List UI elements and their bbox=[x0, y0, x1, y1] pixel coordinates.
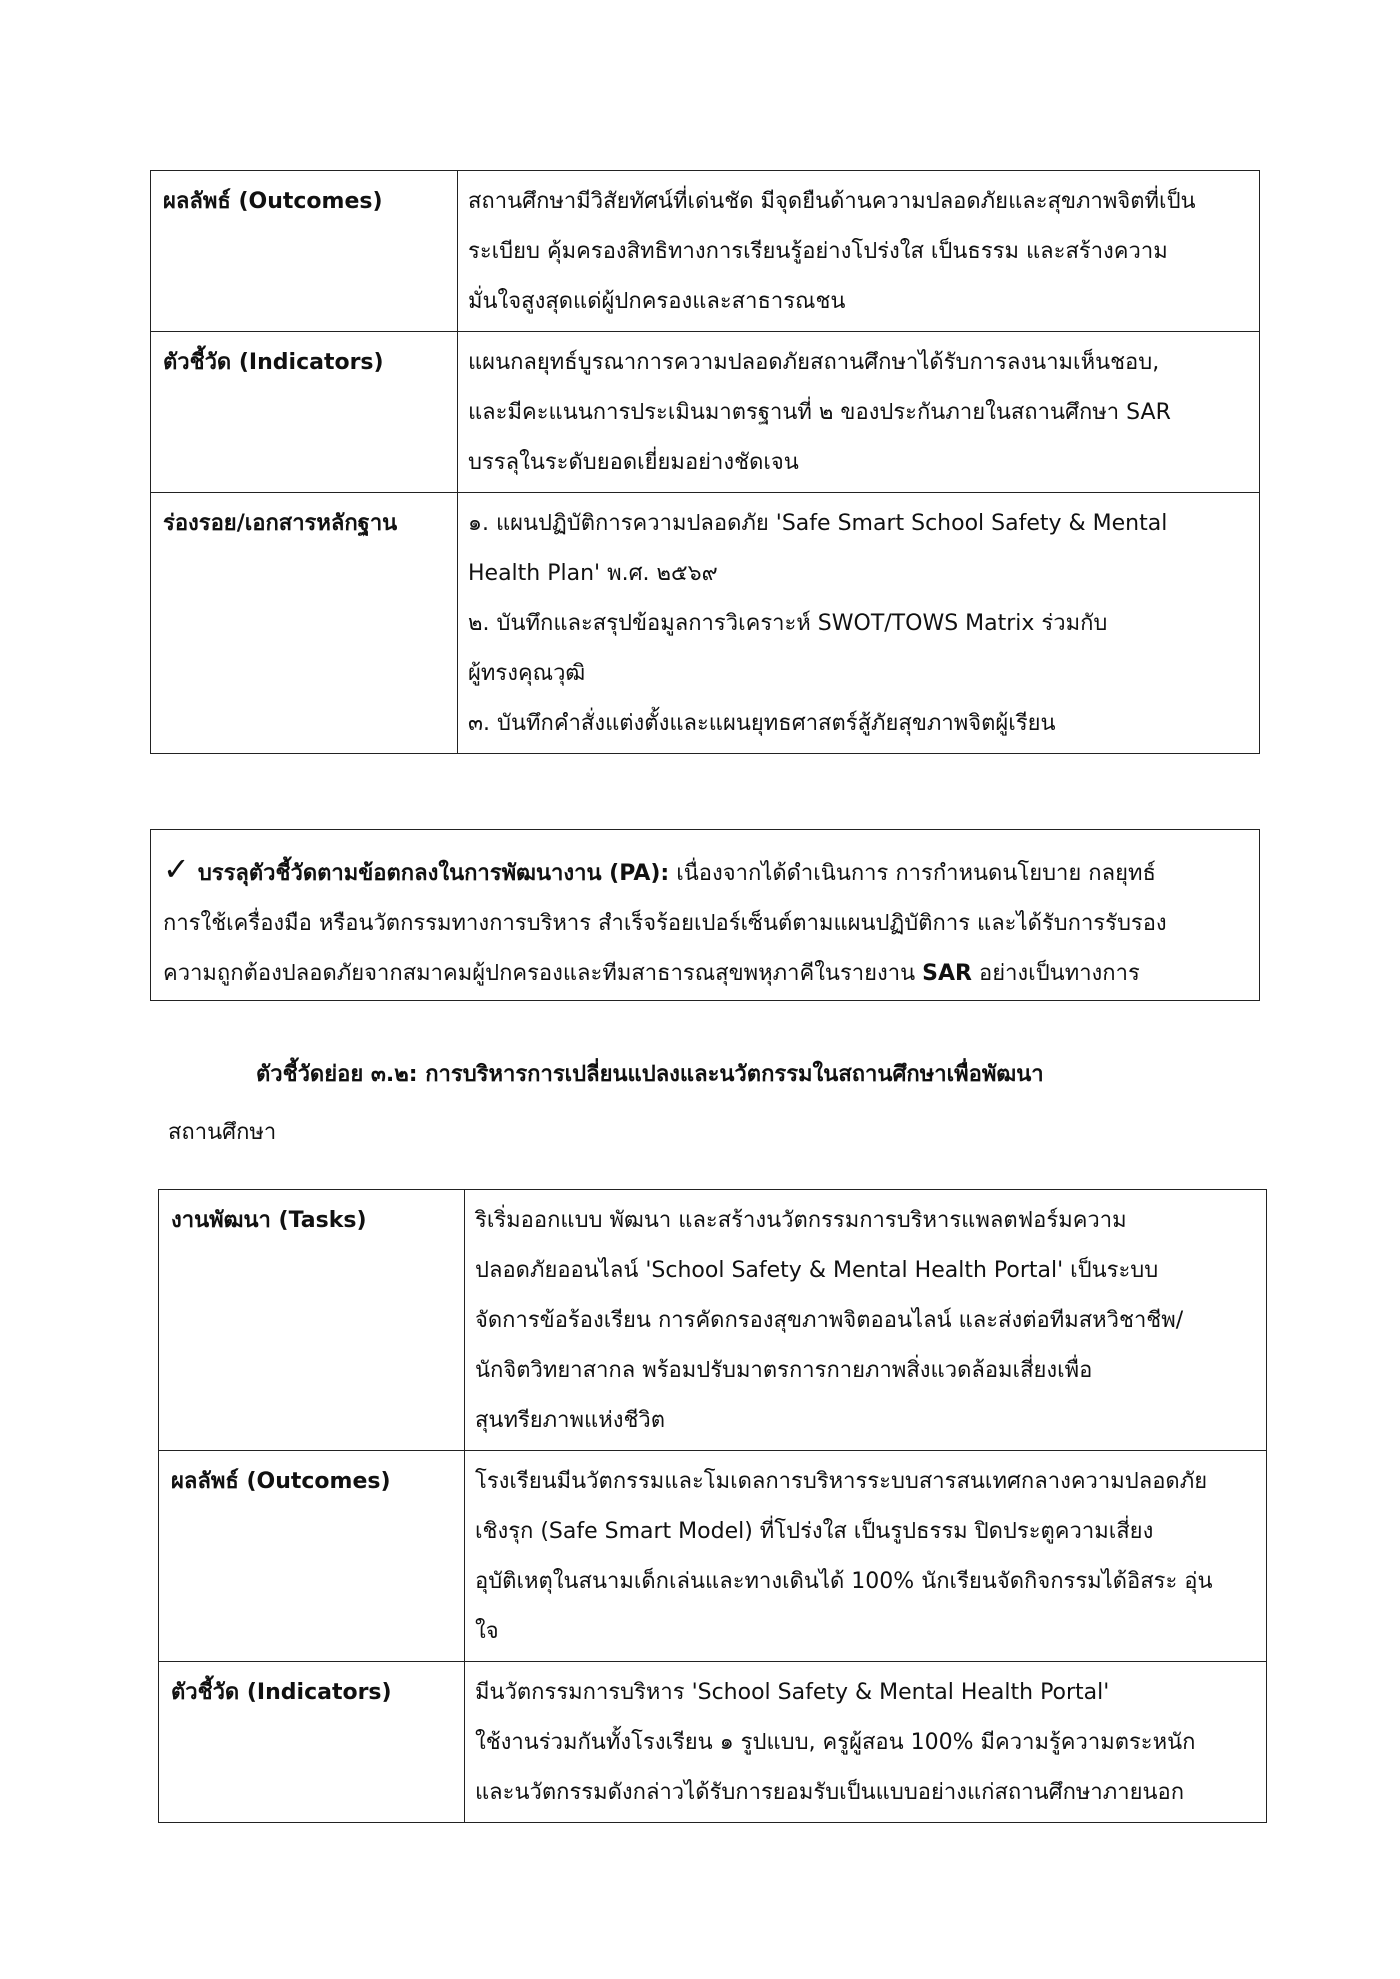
text-line: สุนทรียภาพแห่งชีวิต bbox=[475, 1408, 666, 1433]
pa-line-3-end: อย่างเป็นทางการ bbox=[971, 961, 1140, 986]
text-line: ริเริ่มออกแบบ พัฒนา และสร้างนวัตกรรมการบริหารแพลตฟอร์มความ bbox=[475, 1208, 1127, 1233]
pa-line-1 bbox=[163, 844, 1247, 899]
text-line: ใจ bbox=[475, 1619, 499, 1644]
text-line: ระเบียบ คุ้มครองสิทธิทางการเรียนรู้อย่างโปร่งใส เป็นธรรม และสร้างความ bbox=[468, 239, 1168, 264]
pa-achievement-box bbox=[150, 829, 1260, 1001]
row-content-indicators bbox=[458, 332, 1260, 493]
text-line: ๑. แผนปฏิบัติการความปลอดภัย 'Safe Smart School Safety & Mental bbox=[468, 511, 1168, 536]
table-tasks-outcomes-indicators bbox=[158, 1189, 1267, 1823]
text-line: และมีคะแนนการประเมินมาตรฐานที่ ๒ ของประกันภายในสถานศึกษา SAR bbox=[468, 400, 1171, 425]
pa-title: บรรลุตัวชี้วัดตามข้อตกลงในการพัฒนางาน (PA): bbox=[197, 861, 670, 886]
text-line: นักจิตวิทยาสากล พร้อมปรับมาตรการกายภาพสิ่งแวดล้อมเสี่ยงเพื่อ bbox=[475, 1358, 1093, 1383]
table-row bbox=[151, 171, 1260, 332]
text-line: เชิงรุก (Safe Smart Model) ที่โปร่งใส เป็นรูปธรรม ปิดประตูความเสี่ยง bbox=[475, 1519, 1154, 1544]
table-row bbox=[159, 1451, 1267, 1662]
row-label-outcomes: ผลลัพธ์ (Outcomes) bbox=[159, 1451, 465, 1662]
text-line: Health Plan' พ.ศ. ๒๕๖๙ bbox=[468, 561, 718, 586]
text-line: แผนกลยุทธ์บูรณาการความปลอดภัยสถานศึกษาได้รับการลงนามเห็นชอบ, bbox=[468, 350, 1160, 375]
text-line: มั่นใจสูงสุดแด่ผู้ปกครองและสาธารณชน bbox=[468, 289, 846, 314]
text-line: ใช้งานร่วมกันทั้งโรงเรียน ๑ รูปแบบ, ครูผู้สอน 100% มีความรู้ความตระหนัก bbox=[475, 1730, 1196, 1755]
sub-indicator-heading: ตัวชี้วัดย่อย ๓.๒: การบริหารการเปลี่ยนแปลงและนวัตกรรมในสถานศึกษาเพื่อพัฒนา bbox=[256, 1062, 1044, 1087]
text-line: ๒. บันทึกและสรุปข้อมูลการวิเคราะห์ SWOT/TOWS Matrix ร่วมกับ bbox=[468, 611, 1108, 636]
row-content-evidence bbox=[458, 493, 1260, 754]
text-line: บรรลุในระดับยอดเยี่ยมอย่างชัดเจน bbox=[468, 450, 799, 475]
text-line: จัดการข้อร้องเรียน การคัดกรองสุขภาพจิตออนไลน์ และส่งต่อทีมสหวิชาชีพ/ bbox=[475, 1308, 1184, 1333]
text-line: มีนวัตกรรมการบริหาร 'School Safety & Mental Health Portal' bbox=[475, 1680, 1110, 1705]
table-outcomes-indicators-evidence bbox=[150, 170, 1260, 754]
check-icon: ✓ bbox=[163, 850, 190, 888]
text-line: ปลอดภัยออนไลน์ 'School Safety & Mental Health Portal' เป็นระบบ bbox=[475, 1258, 1159, 1283]
pa-sar-label: SAR bbox=[922, 961, 972, 986]
row-content-indicators bbox=[465, 1662, 1267, 1823]
row-label-evidence: ร่องรอย/เอกสารหลักฐาน bbox=[151, 493, 458, 754]
table-row bbox=[151, 493, 1260, 754]
pa-line-2: การใช้เครื่องมือ หรือนวัตกรรมทางการบริหาร สำเร็จร้อยเปอร์เซ็นต์ตามแผนปฏิบัติการ และได้รับการรับรอง bbox=[163, 911, 1167, 936]
row-content-outcomes bbox=[458, 171, 1260, 332]
pa-line-3 bbox=[163, 949, 1247, 999]
text-line: ๓. บันทึกคำสั่งแต่งตั้งและแผนยุทธศาสตร์สู้ภัยสุขภาพจิตผู้เรียน bbox=[468, 711, 1056, 736]
row-label-tasks: งานพัฒนา (Tasks) bbox=[159, 1190, 465, 1451]
row-label-indicators: ตัวชี้วัด (Indicators) bbox=[159, 1662, 465, 1823]
row-content-tasks bbox=[465, 1190, 1267, 1451]
text-line: โรงเรียนมีนวัตกรรมและโมเดลการบริหารระบบสารสนเทศกลางความปลอดภัย bbox=[475, 1469, 1208, 1494]
row-content-outcomes bbox=[465, 1451, 1267, 1662]
pa-line-1-text: เนื่องจากได้ดำเนินการ การกำหนดนโยบาย กลยุทธ์ bbox=[669, 861, 1156, 886]
text-line: อุบัติเหตุในสนามเด็กเล่นและทางเดินได้ 100% นักเรียนจัดกิจกรรมได้อิสระ อุ่น bbox=[475, 1569, 1213, 1594]
pa-line-3-text: ความถูกต้องปลอดภัยจากสมาคมผู้ปกครองและทีมสาธารณสุขพหุภาคีในรายงาน bbox=[163, 961, 923, 986]
sub-indicator-heading-continued: สถานศึกษา bbox=[168, 1120, 277, 1145]
row-label-outcomes: ผลลัพธ์ (Outcomes) bbox=[151, 171, 458, 332]
row-label-indicators: ตัวชี้วัด (Indicators) bbox=[151, 332, 458, 493]
text-line: สถานศึกษามีวิสัยทัศน์ที่เด่นชัด มีจุดยืนด้านความปลอดภัยและสุขภาพจิตที่เป็น bbox=[468, 189, 1196, 214]
text-line: และนวัตกรรมดังกล่าวได้รับการยอมรับเป็นแบบอย่างแก่สถานศึกษาภายนอก bbox=[475, 1780, 1185, 1805]
table-row bbox=[159, 1190, 1267, 1451]
table-row bbox=[151, 332, 1260, 493]
table-row bbox=[159, 1662, 1267, 1823]
text-line: ผู้ทรงคุณวุฒิ bbox=[468, 661, 586, 686]
